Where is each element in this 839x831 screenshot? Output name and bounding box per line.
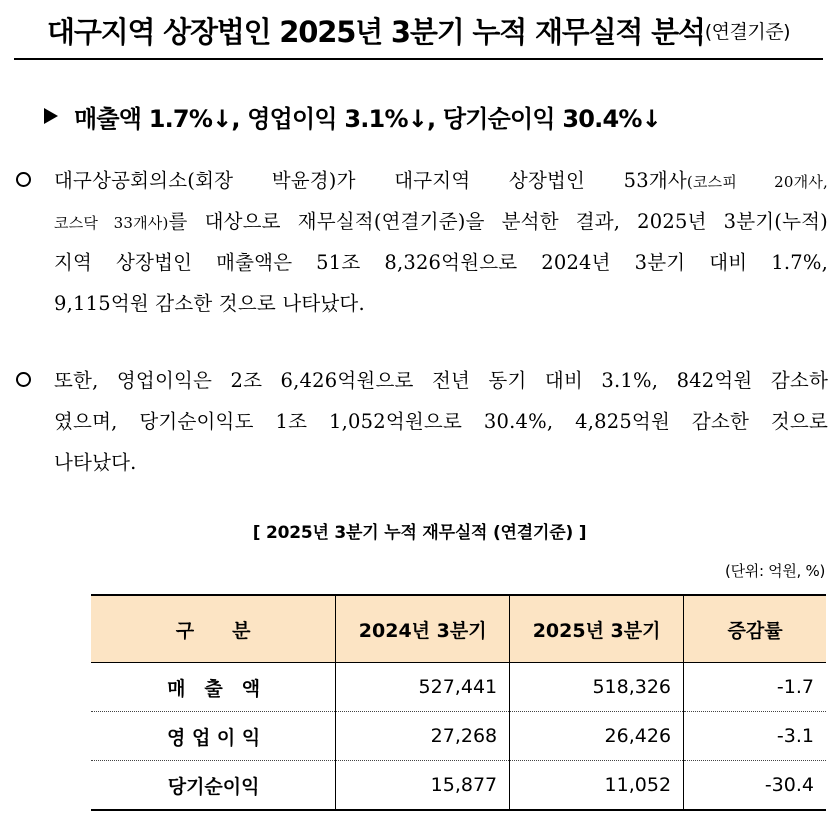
circle-bullet-icon [16,372,31,387]
table-unit: (단위: 억원, %) [725,562,825,580]
cell-change: -1.7 [684,663,826,712]
paragraph-1-line-1: 대구상공회의소(회장 박윤경)가 대구지역 상장법인 53개사(코스피 20개사, [54,169,828,192]
summary-text: 매출액 1.7%↓, 영업이익 3.1%↓, 당기순이익 30.4%↓ [74,104,661,133]
paragraph-1 [16,160,828,324]
financial-table [91,594,826,811]
paragraph-1-line-2: 코스닥 33개사)를 대상으로 재무실적(연결기준)을 분석한 결과, 2025년 3분기(누적) [54,210,828,233]
row-label: 당기순이익 [91,761,336,811]
circle-bullet-icon [16,172,31,187]
cell-2025: 11,052 [510,761,684,811]
cell-change: -30.4 [684,761,826,811]
header-category: 구 분 [91,595,336,663]
paragraph-2-line-2: 였으며, 당기순이익도 1조 1,052억원으로 30.4%, 4,825억원 감소한 것으로 [54,410,828,433]
paragraph-1-line-3: 지역 상장법인 매출액은 51조 8,326억원으로 2024년 3분기 대비 1.7%, [54,251,828,274]
cell-2025: 518,326 [510,663,684,712]
summary-line [44,96,804,136]
header-2024-q3: 2024년 3분기 [336,595,510,663]
table-header-row [91,595,826,663]
cell-2024: 27,268 [336,712,510,761]
paragraph-1-line-4: 9,115억원 감소한 것으로 나타났다. [54,292,365,315]
cell-2025: 26,426 [510,712,684,761]
table-row [91,712,826,761]
row-label: 매 출 액 [91,663,336,712]
triangle-bullet-icon [44,108,58,124]
row-label: 영 업 이 익 [91,712,336,761]
table-row [91,761,826,811]
title-sub: (연결기준) [704,20,790,43]
cell-2024: 527,441 [336,663,510,712]
paragraph-2 [16,360,828,483]
header-2025-q3: 2025년 3분기 [510,595,684,663]
table-caption: [ 2025년 3분기 누적 재무실적 (연결기준) ] [252,523,587,543]
document-title [14,2,823,60]
header-change-rate: 증감률 [684,595,826,663]
cell-change: -3.1 [684,712,826,761]
table-row [91,663,826,712]
paragraph-2-line-3: 나타났다. [54,451,137,474]
cell-2024: 15,877 [336,761,510,811]
paragraph-2-line-1: 또한, 영업이익은 2조 6,426억원으로 전년 동기 대비 3.1%, 842억원 감소하 [54,369,828,392]
title-main: 대구지역 상장법인 2025년 3분기 누적 재무실적 분석 [47,14,705,49]
